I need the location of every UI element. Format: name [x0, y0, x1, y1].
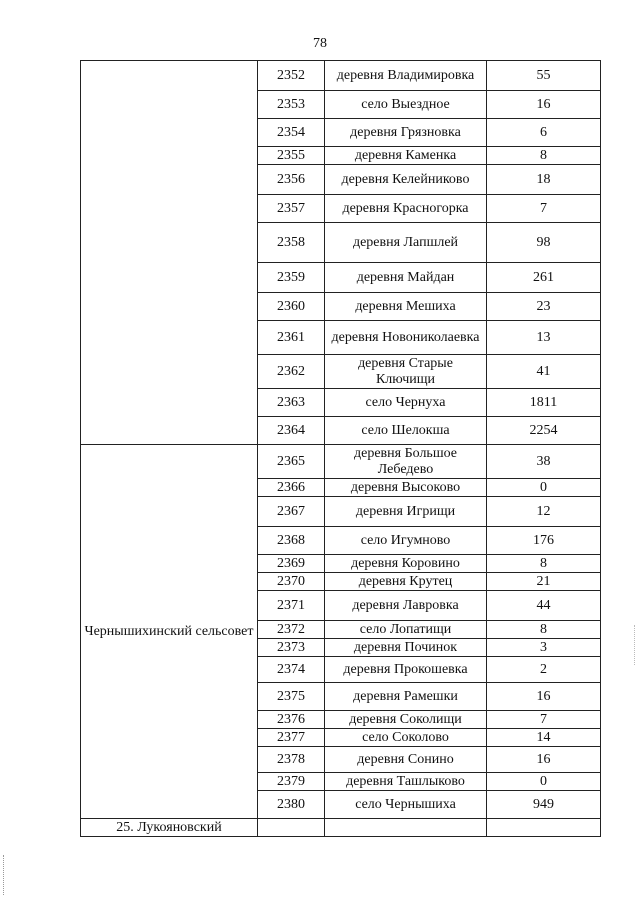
settlement-name: деревня Каменка	[325, 147, 487, 165]
settlement-name: село Чернуха	[325, 389, 487, 417]
table-row	[81, 61, 601, 91]
settlement-name: село Лопатищи	[325, 621, 487, 639]
settlement-population: 16	[487, 91, 601, 119]
settlement-population: 2254	[487, 417, 601, 445]
settlement-number: 2379	[258, 773, 325, 791]
settlement-number: 2363	[258, 389, 325, 417]
settlement-population: 949	[487, 791, 601, 819]
settlement-name: деревня Соколищи	[325, 711, 487, 729]
settlement-name: деревня Коровино	[325, 555, 487, 573]
settlement-population: 8	[487, 555, 601, 573]
settlement-number: 2372	[258, 621, 325, 639]
settlement-name: село Выездное	[325, 91, 487, 119]
settlement-number: 2378	[258, 747, 325, 773]
settlement-name: деревня Крутец	[325, 573, 487, 591]
settlement-population: 7	[487, 195, 601, 223]
settlement-name: деревня Высоково	[325, 479, 487, 497]
settlement-number: 2366	[258, 479, 325, 497]
settlement-population: 98	[487, 223, 601, 263]
settlement-population: 261	[487, 263, 601, 293]
settlement-number: 2376	[258, 711, 325, 729]
table-row	[81, 445, 601, 479]
settlement-number: 2352	[258, 61, 325, 91]
settlement-name: деревня Майдан	[325, 263, 487, 293]
scan-edge-mark	[634, 625, 637, 665]
table-row	[81, 819, 601, 837]
scan-margin-mark	[3, 855, 6, 895]
settlement-number: 2354	[258, 119, 325, 147]
settlement-population: 0	[487, 773, 601, 791]
settlement-number: 2362	[258, 355, 325, 389]
settlement-name: деревня Лавровка	[325, 591, 487, 621]
page-number: 78	[313, 36, 327, 51]
settlement-number: 2369	[258, 555, 325, 573]
settlement-number: 2355	[258, 147, 325, 165]
region-cell: Чернышихинский сельсовет	[81, 445, 258, 819]
settlement-name: деревня Игрищи	[325, 497, 487, 527]
settlement-number: 2374	[258, 657, 325, 683]
settlement-number: 2359	[258, 263, 325, 293]
settlement-name: деревня Лапшлей	[325, 223, 487, 263]
settlement-name: село Соколово	[325, 729, 487, 747]
settlement-number: 2375	[258, 683, 325, 711]
settlement-population: 12	[487, 497, 601, 527]
settlement-name: деревня Келейниково	[325, 165, 487, 195]
settlement-population: 176	[487, 527, 601, 555]
settlement-number: 2361	[258, 321, 325, 355]
settlement-number: 2365	[258, 445, 325, 479]
district-name: 25. Лукояновский	[81, 819, 258, 837]
settlement-name: село Шелокша	[325, 417, 487, 445]
settlement-population: 23	[487, 293, 601, 321]
settlement-population: 0	[487, 479, 601, 497]
settlement-name: деревня Владимировка	[325, 61, 487, 91]
settlement-name: деревня Починок	[325, 639, 487, 657]
settlement-population: 21	[487, 573, 601, 591]
settlement-number: 2353	[258, 91, 325, 119]
empty-cell	[258, 819, 325, 837]
settlement-name: деревня Мешиха	[325, 293, 487, 321]
settlement-name: деревня Старые Ключищи	[325, 355, 487, 389]
settlement-population: 14	[487, 729, 601, 747]
settlement-name: деревня Новониколаевка	[325, 321, 487, 355]
settlement-number: 2368	[258, 527, 325, 555]
settlement-number: 2380	[258, 791, 325, 819]
settlement-number: 2357	[258, 195, 325, 223]
settlement-number: 2364	[258, 417, 325, 445]
settlement-name: деревня Рамешки	[325, 683, 487, 711]
empty-cell	[325, 819, 487, 837]
settlement-population: 13	[487, 321, 601, 355]
settlement-number: 2356	[258, 165, 325, 195]
settlement-population: 8	[487, 621, 601, 639]
settlement-name: деревня Ташлыково	[325, 773, 487, 791]
settlement-name: деревня Грязновка	[325, 119, 487, 147]
settlement-population: 16	[487, 747, 601, 773]
settlement-population: 8	[487, 147, 601, 165]
settlement-number: 2358	[258, 223, 325, 263]
settlement-name: деревня Красногорка	[325, 195, 487, 223]
settlements-table	[80, 60, 601, 837]
region-cell	[81, 61, 258, 445]
settlement-name: деревня Прокошевка	[325, 657, 487, 683]
settlement-name: деревня Сонино	[325, 747, 487, 773]
settlement-number: 2373	[258, 639, 325, 657]
settlement-number: 2371	[258, 591, 325, 621]
settlement-name: село Чернышиха	[325, 791, 487, 819]
settlement-number: 2360	[258, 293, 325, 321]
settlement-population: 55	[487, 61, 601, 91]
settlement-population: 38	[487, 445, 601, 479]
settlement-population: 3	[487, 639, 601, 657]
settlement-population: 16	[487, 683, 601, 711]
settlement-population: 7	[487, 711, 601, 729]
settlement-population: 2	[487, 657, 601, 683]
settlement-population: 41	[487, 355, 601, 389]
settlement-number: 2367	[258, 497, 325, 527]
empty-cell	[487, 819, 601, 837]
settlement-population: 1811	[487, 389, 601, 417]
settlement-population: 6	[487, 119, 601, 147]
settlement-name: село Игумново	[325, 527, 487, 555]
settlement-number: 2370	[258, 573, 325, 591]
settlement-population: 18	[487, 165, 601, 195]
settlement-number: 2377	[258, 729, 325, 747]
settlement-name: деревня Большое Лебедево	[325, 445, 487, 479]
settlement-population: 44	[487, 591, 601, 621]
